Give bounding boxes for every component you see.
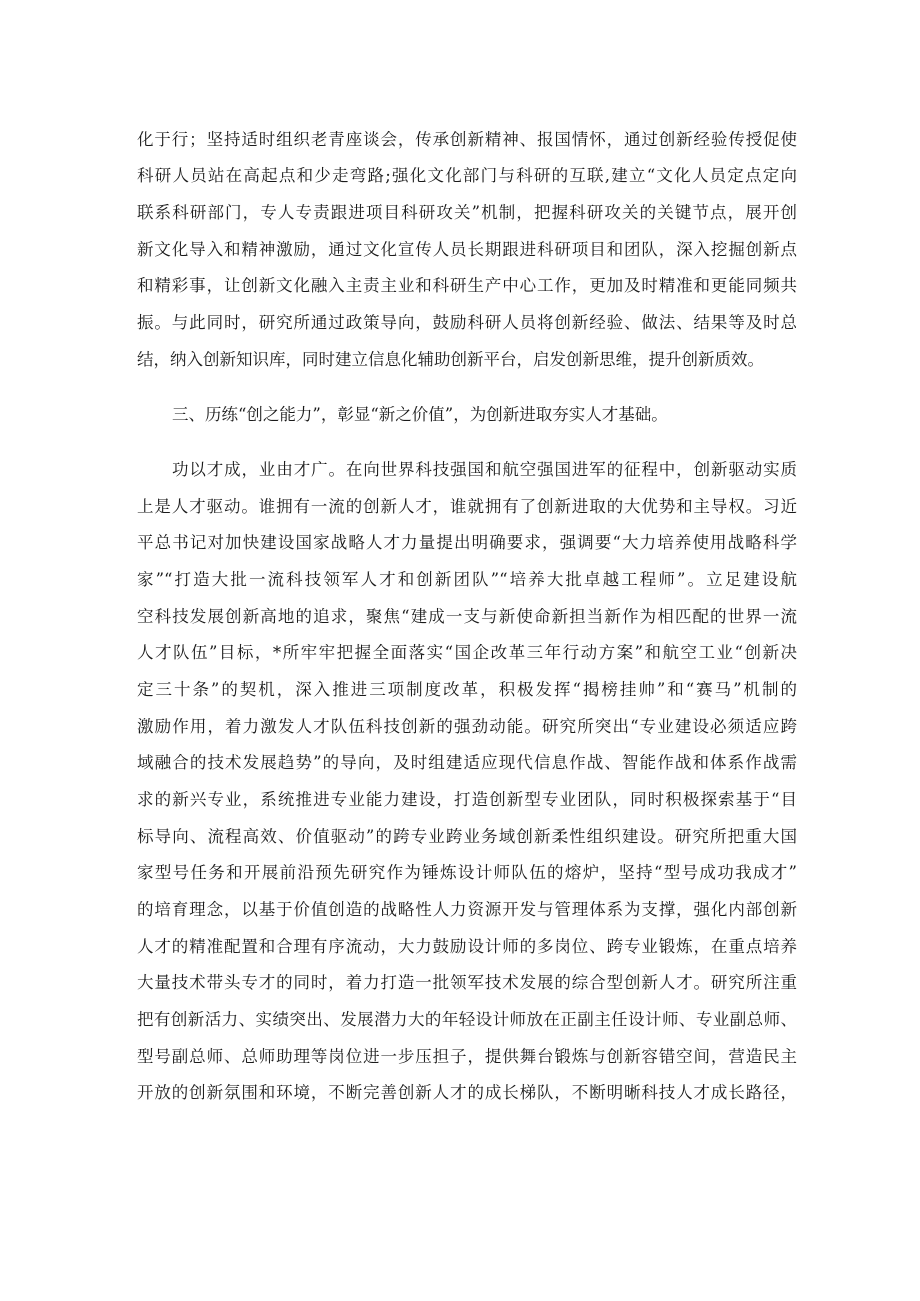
paragraph-1-line: 和精彩事，让创新文化融入主责主业和科研生产中心工作，更加及时精准和更能同频共 (137, 276, 797, 295)
paragraph-1-line: 科研人员站在高起点和少走弯路;强化文化部门与科研的互联,建立“文化人员定点定向 (137, 166, 797, 185)
paragraph-2-line: 标导向、流程高效、价值驱动”的跨专业跨业务域创新柔性组织建设。研究所把重大国 (137, 827, 797, 846)
paragraph-2-line: 把有创新活力、实绩突出、发展潜力大的年轻设计师放在正副主任设计师、专业副总师、 (137, 1010, 797, 1029)
paragraph-2-line: 开放的创新氛围和环境，不断完善创新人才的成长梯队，不断明晰科技人才成长路径， (137, 1083, 797, 1102)
paragraph-1-line: 新文化导入和精神激励，通过文化宣传人员长期跟进科研项目和团队，深入挖掘创新点 (137, 240, 797, 259)
paragraph-2-line: 型号副总师、总师助理等岗位进一步压担子，提供舞台锻炼与创新容错空间，营造民主 (137, 1047, 797, 1066)
paragraph-2-line: 空科技发展创新高地的追求，聚焦“建成一支与新使命新担当新作为相匹配的世界一流 (137, 607, 797, 626)
paragraph-2-line: 的培育理念，以基于价值创造的战略性人力资源开发与管理体系为支撑，强化内部创新 (137, 900, 797, 919)
paragraph-2-line: 域融合的技术发展趋势”的导向，及时组建适应现代信息作战、智能作战和体系作战需 (137, 753, 797, 772)
paragraph-2-line: 家”“打造大批一流科技领军人才和创新团队”“培养大批卓越工程师”。立足建设航 (137, 570, 797, 589)
paragraph-2-line: 求的新兴专业，系统推进专业能力建设，打造创新型专业团队，同时积极探索基于“目 (137, 790, 797, 809)
paragraph-2-line: 人才队伍”目标，*所牢牢把握全面落实“国企改革三年行动方案”和航空工业“创新决 (137, 643, 797, 662)
paragraph-2-line: 上是人才驱动。谁拥有一流的创新人才，谁就拥有了创新进取的大优势和主导权。习近 (137, 497, 797, 516)
paragraph-2-line: 定三十条”的契机，深入推进三项制度改革，积极发挥“揭榜挂帅”和“赛马”机制的 (137, 680, 797, 699)
section-heading: 三、历练“创之能力”，彰显“新之价值”，为创新进取夯实人才基础。 (172, 405, 668, 424)
paragraph-2-line: 人才的精准配置和合理有序流动，大力鼓励设计师的多岗位、跨专业锻炼，在重点培养 (137, 937, 797, 956)
paragraph-1-line: 振。与此同时，研究所通过政策导向，鼓励科研人员将创新经验、做法、结果等及时总 (137, 313, 797, 332)
paragraph-2-line: 平总书记对加快建设国家战略人才力量提出明确要求，强调要“大力培养使用战略科学 (137, 533, 797, 552)
paragraph-2-line: 功以才成，业由才广。在向世界科技强国和航空强国进军的征程中，创新驱动实质 (172, 460, 797, 479)
paragraph-2-line: 激励作用，着力激发人才队伍科技创新的强劲动能。研究所突出“专业建设必须适应跨 (137, 717, 797, 736)
paragraph-1-line: 化于行；坚持适时组织老青座谈会，传承创新精神、报国情怀，通过创新经验传授促使 (137, 130, 797, 149)
paragraph-1-line: 结，纳入创新知识库，同时建立信息化辅助创新平台，启发创新思维，提升创新质效。 (137, 350, 764, 369)
paragraph-2-line: 大量技术带头专才的同时，着力打造一批领军技术发展的综合型创新人才。研究所注重 (137, 973, 797, 992)
paragraph-2-line: 家型号任务和开展前沿预先研究作为锤炼设计师队伍的熔炉，坚持“型号成功我成才” (137, 863, 797, 882)
paragraph-1-line: 联系科研部门，专人专责跟进项目科研攻关”机制，把握科研攻关的关键节点，展开创 (137, 203, 797, 222)
